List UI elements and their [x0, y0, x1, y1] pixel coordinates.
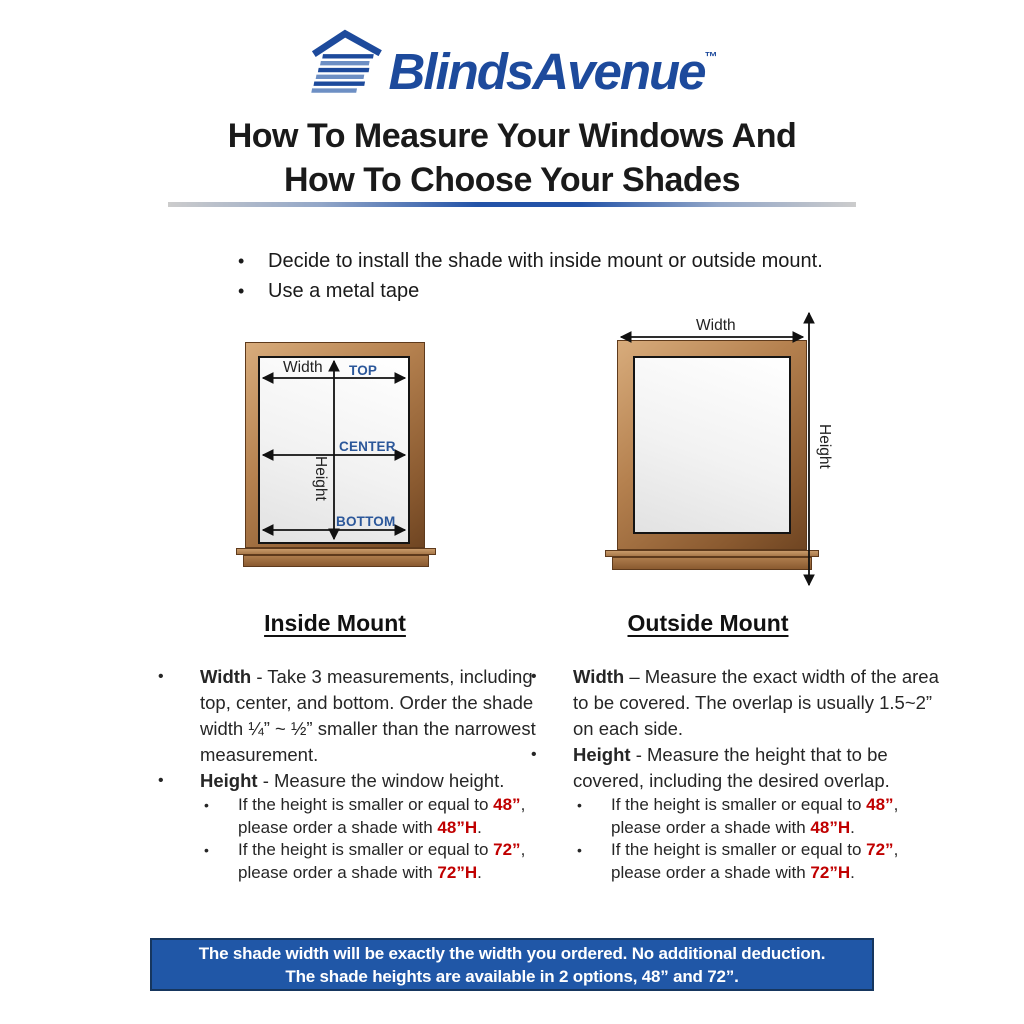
rule-pre: If the height is smaller or equal to [238, 840, 494, 859]
intro-bullet-item [238, 246, 823, 276]
page-title [0, 114, 1024, 202]
rule-post: . [477, 862, 482, 882]
bullet-text [200, 768, 540, 794]
inside-width-bullet [150, 664, 554, 768]
rule-text [611, 794, 927, 839]
bullet-term: Width [200, 666, 252, 687]
outside-height-label: Height [816, 424, 833, 469]
rule-post: . [477, 817, 482, 837]
outside-window-sill-lip [605, 550, 819, 557]
brand-logo-text [388, 24, 717, 105]
bullet-text [573, 664, 941, 742]
brand-logo [0, 24, 1024, 105]
rule-value2: 72”H [810, 862, 851, 882]
page-title-line-1: How To Measure Your Windows And [227, 117, 797, 155]
bullet-term: Width [573, 666, 625, 687]
outside-height-rule-48 [575, 794, 941, 839]
rule-post: . [850, 817, 855, 837]
outside-height-bullet [523, 742, 941, 794]
bullet-body: – Measure the exact width of the area to be covered. The overlap is usually 1.5~2” on each side. [573, 666, 939, 739]
inside-height-rule-72 [202, 839, 554, 884]
inside-window-sill [243, 555, 429, 567]
intro-bullet-item [238, 276, 823, 306]
rule-value: 72” [493, 840, 521, 859]
outside-width-label: Width [696, 317, 736, 334]
bullet-text [200, 664, 540, 768]
rule-value: 72” [866, 840, 894, 859]
rule-value2: 48”H [437, 817, 478, 837]
rule-mid: , please order a shade with [238, 795, 526, 837]
banner-line-2: The shade heights are available in 2 options, 48” and 72”. [285, 966, 739, 986]
outside-width-bullet [523, 664, 941, 742]
inside-center-label: CENTER [339, 439, 396, 454]
outside-height-rule-72 [575, 839, 941, 884]
bullet-term: Height [200, 770, 258, 791]
inside-width-label: Width [283, 359, 323, 376]
rule-mid: , please order a shade with [238, 840, 526, 882]
rule-value: 48” [866, 795, 894, 814]
trademark-symbol: ™ [704, 49, 718, 64]
rule-pre: If the height is smaller or equal to [238, 795, 494, 814]
inside-mount-heading: Inside Mount [264, 610, 406, 636]
rule-text [238, 794, 554, 839]
outside-window-sill [612, 557, 812, 570]
banner-line-1: The shade width will be exactly the width you ordered. No additional deduction. [198, 943, 826, 963]
intro-bullet-text: • Decide to install the shade with inside mount or outside mount. [268, 250, 823, 272]
inside-bottom-label: BOTTOM [336, 514, 396, 529]
blinds-house-icon [306, 28, 388, 94]
bullet-body: - Take 3 measurements, including top, center, and bottom. Order the shade width ¼” ~ ½” smaller than the narrowest measurement. [200, 666, 536, 765]
rule-post: . [850, 862, 855, 882]
title-divider [168, 202, 856, 207]
rule-value: 48” [493, 795, 521, 814]
rule-mid: , please order a shade with [611, 840, 899, 882]
inside-height-label: Height [312, 456, 329, 501]
brand-name: BlindsAvenue [388, 43, 705, 100]
rule-pre: If the height is smaller or equal to [611, 795, 867, 814]
inside-height-rule-48 [202, 794, 554, 839]
intro-bullet-text: • Use a metal tape [268, 280, 420, 302]
bullet-term: Height [573, 744, 631, 765]
rule-value2: 48”H [810, 817, 851, 837]
outside-window-glass [633, 356, 791, 534]
inside-mount-instructions [150, 664, 554, 884]
notice-banner [150, 938, 874, 991]
bullet-body: - Measure the height that to be covered, including the desired overlap. [573, 744, 890, 791]
rule-text [238, 839, 554, 884]
outside-mount-instructions [523, 664, 941, 884]
bullet-body: - Measure the window height. [257, 770, 505, 791]
inside-window-sill-lip [236, 548, 436, 555]
rule-text [611, 839, 927, 884]
inside-height-bullet [150, 768, 554, 794]
page-title-line-2: How To Choose Your Shades [284, 161, 740, 199]
outside-mount-heading: Outside Mount [627, 610, 789, 636]
bullet-text [573, 742, 941, 794]
inside-top-label: TOP [349, 363, 378, 378]
rule-value2: 72”H [437, 862, 478, 882]
intro-bullet-list [238, 246, 823, 306]
rule-mid: , please order a shade with [611, 795, 899, 837]
rule-pre: If the height is smaller or equal to [611, 840, 867, 859]
